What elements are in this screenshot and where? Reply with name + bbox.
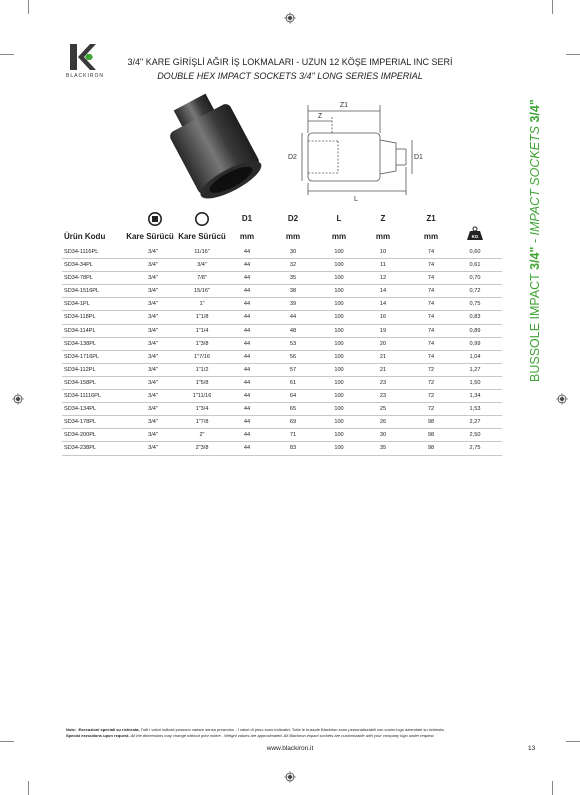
registration-mark-icon bbox=[556, 393, 568, 405]
table-cell: 21 bbox=[379, 366, 387, 373]
table-cell: 100 bbox=[334, 249, 344, 255]
table-cell: 0,75 bbox=[469, 301, 481, 308]
table-cell: 3/4" bbox=[148, 288, 158, 295]
table-cell: 0,72 bbox=[469, 288, 481, 295]
table-cell: SD34-78PL bbox=[64, 275, 93, 282]
square-drive-icon bbox=[148, 212, 162, 226]
table-cell: 16 bbox=[379, 314, 387, 321]
table-cell: 3/4" bbox=[148, 340, 158, 347]
table-cell: 74 bbox=[427, 249, 435, 255]
table-cell: 3/4" bbox=[148, 432, 158, 439]
table-cell: 1,34 bbox=[469, 393, 481, 400]
table-cell: 1"7/16 bbox=[194, 353, 210, 360]
header-drive-size: Kare Sürücü bbox=[178, 232, 226, 241]
table-cell: 2,75 bbox=[469, 445, 481, 452]
table-row bbox=[62, 298, 502, 311]
dim-z1: Z1 bbox=[339, 102, 349, 109]
table-cell: 53 bbox=[289, 340, 297, 347]
page-title-en: DOUBLE HEX IMPACT SOCKETS 3/4" LONG SERIES IMPERIAL bbox=[157, 71, 423, 81]
table-cell: 57 bbox=[289, 366, 297, 373]
table-row bbox=[62, 351, 502, 364]
table-cell: 3/4" bbox=[197, 262, 207, 269]
table-cell: 3/4" bbox=[148, 406, 158, 413]
table-cell: 44 bbox=[243, 406, 251, 413]
table-row bbox=[62, 338, 502, 351]
table-cell: 32 bbox=[289, 262, 297, 269]
table-cell: 2"3/8 bbox=[195, 445, 209, 452]
table-cell: 1"5/8 bbox=[195, 379, 209, 386]
table-cell: 15/16" bbox=[194, 288, 210, 295]
table-cell: 14 bbox=[379, 288, 387, 295]
footer-website[interactable]: www.blackiron.it bbox=[266, 745, 314, 752]
header-l-unit: mm bbox=[331, 232, 347, 241]
table-cell: 19 bbox=[379, 327, 387, 334]
table-cell: SD34-178PL bbox=[64, 419, 97, 426]
table-cell: 1"7/8 bbox=[195, 419, 209, 426]
table-cell: 0,83 bbox=[469, 314, 481, 321]
table-cell: 44 bbox=[243, 288, 251, 295]
table-cell: SD34-11116PL bbox=[64, 393, 102, 400]
table-cell: 3/4" bbox=[148, 301, 158, 308]
table-cell: SD34-1516PL bbox=[64, 288, 100, 295]
table-cell: 2,27 bbox=[469, 419, 481, 426]
table-cell: 35 bbox=[289, 275, 297, 282]
table-cell: 44 bbox=[243, 379, 251, 386]
table-cell: 100 bbox=[334, 301, 344, 308]
table-cell: 7/8" bbox=[197, 275, 207, 282]
table-cell: SD34-1PL bbox=[64, 301, 90, 308]
table-cell: 74 bbox=[427, 340, 435, 347]
table-cell: 21 bbox=[379, 353, 387, 360]
table-cell: 1"11/16 bbox=[192, 393, 212, 400]
table-row bbox=[62, 259, 502, 272]
table-cell: 0,89 bbox=[469, 327, 481, 334]
table-cell: 26 bbox=[379, 419, 387, 426]
table-cell: 1,50 bbox=[469, 379, 481, 386]
socket-photo bbox=[158, 92, 270, 204]
table-cell: 44 bbox=[243, 366, 251, 373]
table-row bbox=[62, 429, 502, 442]
table-cell: 72 bbox=[427, 366, 435, 373]
header-d1: D1 bbox=[241, 214, 253, 223]
table-cell: 25 bbox=[379, 406, 387, 413]
table-row bbox=[62, 272, 502, 285]
header-z1-unit: mm bbox=[423, 232, 439, 241]
header-d2: D2 bbox=[287, 214, 299, 223]
dim-l: L bbox=[354, 196, 358, 203]
table-cell: 74 bbox=[427, 314, 435, 321]
registration-mark-icon bbox=[284, 771, 296, 783]
header-square-drive: Kare Sürücü bbox=[126, 232, 174, 241]
table-cell: 44 bbox=[289, 314, 297, 321]
dim-z: Z bbox=[317, 113, 323, 120]
table-cell: 44 bbox=[243, 445, 251, 452]
table-cell: 44 bbox=[243, 419, 251, 426]
table-cell: SD34-1116PL bbox=[64, 249, 99, 255]
crop-mark bbox=[566, 54, 580, 55]
table-cell: 3/4" bbox=[148, 327, 158, 334]
table-cell: 100 bbox=[334, 366, 344, 373]
table-cell: 71 bbox=[289, 432, 297, 439]
side-title: BUSSOLE IMPACT 3/4" - IMPACT SOCKETS 3/4" bbox=[528, 99, 542, 382]
table-cell: SD34-134PL bbox=[64, 406, 97, 413]
table-cell: 44 bbox=[243, 393, 251, 400]
table-cell: 3/4" bbox=[148, 419, 158, 426]
table-cell: 72 bbox=[427, 393, 435, 400]
blackiron-logo-icon bbox=[70, 44, 96, 70]
table-cell: 0,70 bbox=[469, 275, 481, 282]
table-cell: 0,61 bbox=[469, 262, 481, 269]
header-z-unit: mm bbox=[375, 232, 391, 241]
table-row bbox=[62, 416, 502, 429]
table-row bbox=[62, 364, 502, 377]
table-cell: 3/4" bbox=[148, 275, 158, 282]
table-cell: 56 bbox=[289, 353, 297, 360]
table-cell: 3/4" bbox=[148, 366, 158, 373]
table-cell: 11/16" bbox=[194, 249, 210, 255]
table-cell: 44 bbox=[243, 432, 251, 439]
table-cell: 1"1/4 bbox=[195, 327, 209, 334]
table-cell: 23 bbox=[379, 393, 387, 400]
table-cell: 100 bbox=[334, 379, 344, 386]
table-cell: 2,50 bbox=[469, 432, 481, 439]
table-cell: 30 bbox=[379, 432, 387, 439]
table-cell: SD34-112PL bbox=[64, 366, 96, 373]
table-row bbox=[62, 246, 502, 259]
table-cell: SD34-114PL bbox=[64, 327, 96, 334]
table-cell: 1,53 bbox=[469, 406, 481, 413]
crop-mark bbox=[566, 741, 580, 742]
table-cell: 100 bbox=[334, 340, 344, 347]
table-cell: 0,60 bbox=[469, 249, 481, 255]
table-cell: 2" bbox=[199, 432, 205, 439]
table-cell: 100 bbox=[334, 406, 344, 413]
table-cell: 74 bbox=[427, 301, 435, 308]
double-hex-icon bbox=[195, 212, 209, 226]
table-cell: 44 bbox=[243, 353, 251, 360]
table-cell: 1,27 bbox=[469, 366, 481, 373]
table-cell: 98 bbox=[427, 419, 435, 426]
table-row bbox=[62, 311, 502, 324]
table-cell: 74 bbox=[427, 275, 435, 282]
table-cell: 30 bbox=[289, 249, 297, 255]
table-cell: 100 bbox=[334, 314, 344, 321]
page-title-tr: 3/4" KARE GİRİŞLİ AĞIR İŞ LOKMALARI - UZUN 12 KÖŞE IMPERIAL INC SERİ bbox=[127, 57, 453, 67]
table-cell: 44 bbox=[243, 301, 251, 308]
table-cell: 98 bbox=[427, 445, 435, 452]
table-cell: 74 bbox=[427, 288, 435, 295]
table-cell: SD34-118PL bbox=[64, 314, 96, 321]
table-cell: 44 bbox=[243, 314, 251, 321]
table-cell: SD34-34PL bbox=[64, 262, 93, 269]
table-cell: 1"3/8 bbox=[195, 340, 209, 347]
table-cell: 100 bbox=[334, 275, 344, 282]
table-cell: 39 bbox=[289, 301, 297, 308]
registration-mark-icon bbox=[12, 393, 24, 405]
table-cell: 74 bbox=[427, 353, 435, 360]
dim-d1: D1 bbox=[414, 154, 423, 161]
table-cell: 64 bbox=[289, 393, 297, 400]
table-cell: SD34-200PL bbox=[64, 432, 97, 439]
table-row bbox=[62, 285, 502, 298]
registration-mark-icon bbox=[284, 12, 296, 24]
table-cell: 100 bbox=[334, 419, 344, 426]
table-cell: 74 bbox=[427, 327, 435, 334]
brand-name: BLACKIRON bbox=[66, 73, 104, 79]
table-cell: 100 bbox=[334, 393, 344, 400]
crop-mark bbox=[28, 0, 29, 14]
header-d2-unit: mm bbox=[285, 232, 301, 241]
table-cell: 100 bbox=[334, 445, 344, 452]
dim-d2: D2 bbox=[288, 154, 297, 161]
header-product-code: Ürün Kodu bbox=[64, 232, 106, 241]
table-cell: 44 bbox=[243, 275, 251, 282]
crop-mark bbox=[0, 54, 14, 55]
product-table bbox=[62, 212, 502, 456]
table-cell: 44 bbox=[243, 249, 251, 255]
table-row bbox=[62, 390, 502, 403]
table-cell: 3/4" bbox=[148, 314, 158, 321]
table-cell: 44 bbox=[243, 262, 251, 269]
table-cell: 69 bbox=[289, 419, 297, 426]
page-number: 13 bbox=[528, 745, 536, 752]
table-cell: 3/4" bbox=[148, 249, 158, 255]
table-cell: 23 bbox=[379, 379, 387, 386]
table-cell: 3/4" bbox=[148, 393, 158, 400]
weight-icon bbox=[467, 226, 483, 240]
table-cell: 72 bbox=[427, 406, 435, 413]
header-z: Z bbox=[380, 214, 386, 223]
table-cell: 1"1/2 bbox=[195, 366, 209, 373]
table-cell: 100 bbox=[334, 262, 344, 269]
table-cell: SD34-158PL bbox=[64, 379, 97, 386]
table-cell: 3/4" bbox=[148, 353, 158, 360]
table-cell: 100 bbox=[334, 288, 344, 295]
table-cell: 65 bbox=[289, 406, 297, 413]
table-cell: 3/4" bbox=[148, 379, 158, 386]
table-cell: 44 bbox=[243, 327, 251, 334]
table-row bbox=[62, 377, 502, 390]
table-cell: 3/4" bbox=[148, 262, 158, 269]
table-cell: 100 bbox=[334, 432, 344, 439]
table-cell: 38 bbox=[289, 288, 297, 295]
crop-mark bbox=[28, 781, 29, 795]
table-cell: 48 bbox=[289, 327, 297, 334]
table-cell: 11 bbox=[380, 262, 386, 269]
technical-drawing bbox=[288, 95, 423, 205]
table-body bbox=[62, 246, 502, 456]
table-cell: 100 bbox=[334, 353, 344, 360]
table-cell: 1,04 bbox=[469, 353, 481, 360]
crop-mark bbox=[552, 781, 553, 795]
table-cell: 10 bbox=[379, 249, 387, 255]
table-cell: 1"1/8 bbox=[195, 314, 209, 321]
header-z1: Z1 bbox=[426, 214, 436, 223]
table-cell: 1"3/4 bbox=[195, 406, 209, 413]
table-header bbox=[62, 212, 502, 246]
table-row bbox=[62, 403, 502, 416]
table-cell: 1" bbox=[199, 301, 205, 308]
table-row bbox=[62, 442, 502, 455]
table-cell: SD34-138PL bbox=[64, 340, 97, 347]
table-cell: SD34-238PL bbox=[64, 445, 97, 452]
header-l: L bbox=[336, 214, 342, 223]
crop-mark bbox=[552, 0, 553, 14]
table-cell: 100 bbox=[334, 327, 344, 334]
table-cell: 83 bbox=[289, 445, 297, 452]
table-cell: 14 bbox=[379, 301, 387, 308]
table-row bbox=[62, 325, 502, 338]
table-cell: SD34-1716PL bbox=[64, 353, 100, 360]
table-cell: 12 bbox=[379, 275, 387, 282]
table-cell: 74 bbox=[427, 262, 435, 269]
table-cell: 35 bbox=[379, 445, 387, 452]
header-d1-unit: mm bbox=[239, 232, 255, 241]
crop-mark bbox=[0, 741, 14, 742]
table-cell: 98 bbox=[427, 432, 435, 439]
table-cell: 44 bbox=[243, 340, 251, 347]
table-cell: 0,99 bbox=[469, 340, 481, 347]
footnote: Note: Esecuzioni speciali su richiesta. Tutti i valori indicati possono variare senza preavviso - I valori di peso sono indicativi. Tutte le bussole Blackiron sono personalizzabili con vostro logo aziendale su richiesta. Special executions upon request. All the dimensions may change without prior notice - Weight values are approximated. All Blackiron impact sockets are customizable with your company logo under request. bbox=[66, 727, 445, 738]
table-cell: 72 bbox=[427, 379, 435, 386]
table-cell: 20 bbox=[379, 340, 387, 347]
svg-text:KG: KG bbox=[471, 234, 479, 239]
table-cell: 3/4" bbox=[148, 445, 158, 452]
table-cell: 61 bbox=[289, 379, 297, 386]
